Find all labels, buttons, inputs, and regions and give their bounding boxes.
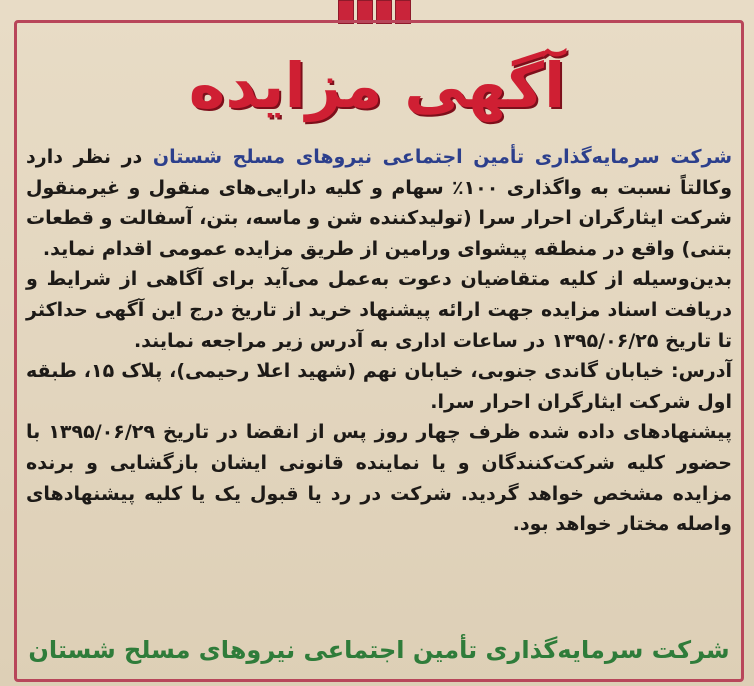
- notice-title: آگهی مزایده: [188, 49, 566, 122]
- paragraph-opening: پیشنهادهای داده شده ظرف چهار روز پس از انقضا در تاریخ ۱۳۹۵/۰۶/۲۹ با حضور کلیه شرکت‌کنندگان و یا نماینده قانونی ایشان بازگشایی و برنده مزایده مشخص خواهد گردید. شرکت در رد یا قبول یک یا کلیه پیشنهادهای واصله مختار خواهد بود.: [26, 421, 732, 536]
- paragraph-intro-text: در نظر دارد وکالتاً نسبت به واگذاری ۱۰۰٪ سهام و کلیه دارایی‌های منقول و غیرمنقول شرکت ایثارگران احرار سرا (تولیدکننده شن و ماسه، بتن، آسفالت و قطعات بتنی) واقع در منطقه پیشوای ورامین از طریق مزایده عمومی اقدام نماید.: [26, 146, 733, 260]
- notice-body: [26, 142, 732, 540]
- paragraph-invitation: بدین‌وسیله از کلیه متقاضیان دعوت به‌عمل می‌آید برای آگاهی از شرایط و دریافت اسناد مزایده جهت ارائه پیشنهاد خرید از تاریخ درج این آگهی حداکثر تا تاریخ ۱۳۹۵/۰۶/۲۵ در ساعات اداری به آدرس زیر مراجعه نمایند.: [26, 268, 732, 352]
- lead-company: شرکت سرمایه‌گذاری تأمین اجتماعی نیروهای مسلح شستان: [152, 146, 732, 168]
- footer-company: شرکت سرمایه‌گذاری تأمین اجتماعی نیروهای مسلح شستان: [28, 636, 730, 664]
- paragraph-intro: [26, 142, 732, 264]
- paragraph-address: آدرس: خیابان گاندی جنوبی، خیابان نهم (شهید اعلا رحیمی)، پلاک ۱۵، طبقه اول شرکت ایثارگران احرار سرا.: [26, 360, 732, 413]
